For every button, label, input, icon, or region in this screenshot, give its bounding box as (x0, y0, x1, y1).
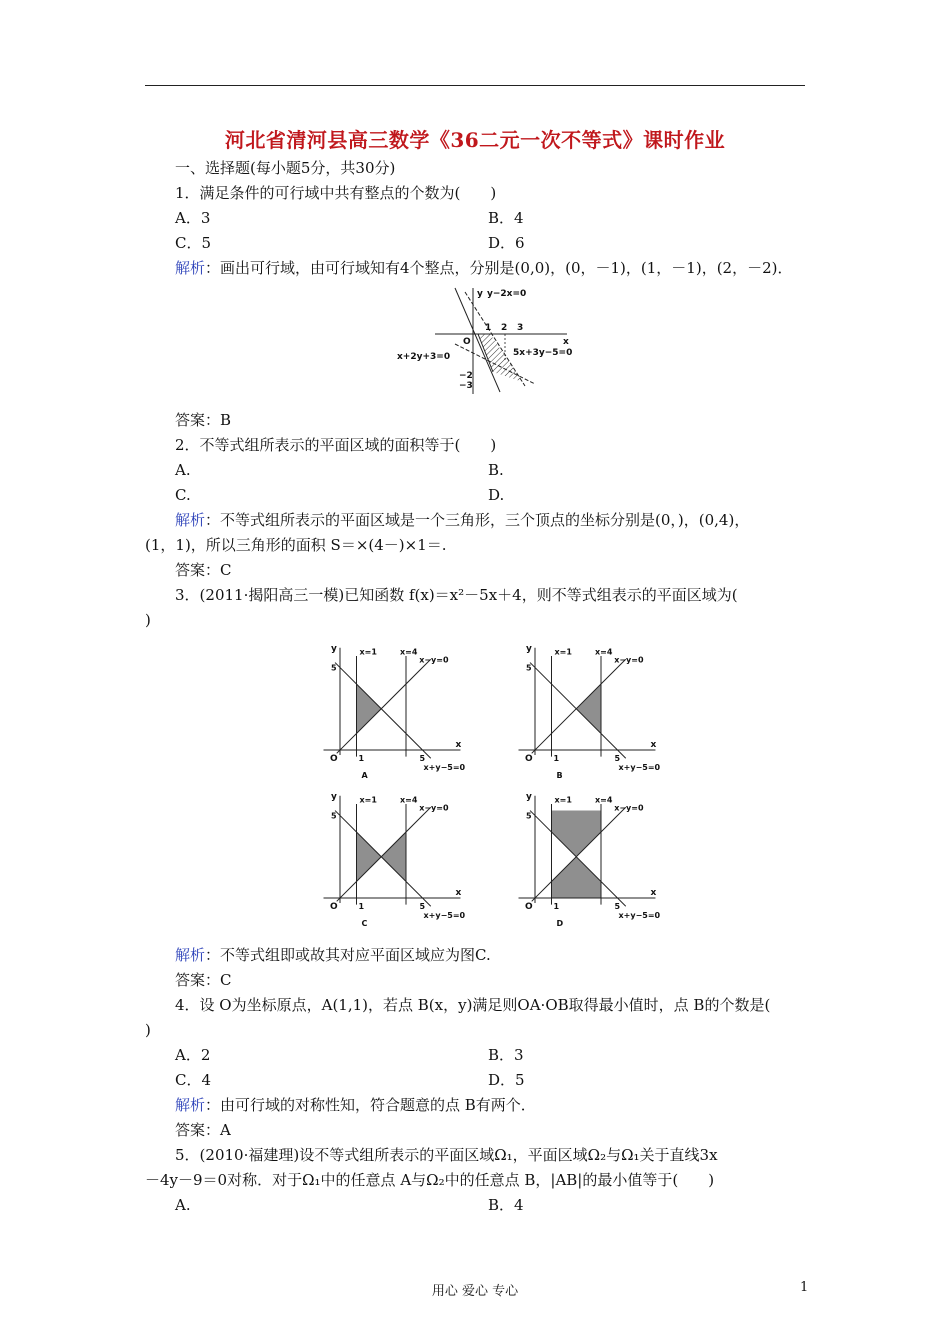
q3-panel-label-l3: x−y=0 (614, 803, 644, 813)
shaded-region (357, 684, 382, 734)
q1-fig-m3: −3 (459, 381, 473, 391)
q1-answer: 答案：B (175, 411, 232, 429)
q4-stem-line1: 4．设 O为坐标原点，A(1,1)，若点 B(x，y)满足则OA·OB取得最小值时，点 B的个数是( (175, 996, 771, 1014)
q4-option-c: C．4 (175, 1071, 212, 1089)
q1-fig-tick3: 3 (517, 323, 524, 333)
q5-option-b: B．4 (488, 1196, 524, 1214)
q3-panel-label-five_y: 5 (526, 663, 532, 673)
q3-panel-label-l2: x=4 (400, 795, 418, 805)
q3-panel-label-five_y: 5 (331, 663, 337, 673)
q4-analysis: 解析：由可行域的对称性知，符合题意的点 B有两个． (175, 1096, 536, 1114)
shaded-region (552, 857, 602, 898)
q2-answer: 答案：C (175, 561, 232, 579)
q3-panel-label-l1: x=1 (359, 795, 377, 805)
analysis-label: 解析 (175, 946, 206, 964)
q1-fig-x-label: x (563, 337, 569, 347)
q3-panel-label-l3: x−y=0 (419, 803, 449, 813)
shaded-region (576, 684, 601, 734)
q1-fig-tick2: 2 (501, 323, 508, 333)
q3-analysis: 解析：不等式组即或故其对应平面区域应为图C. (175, 946, 491, 964)
q3-panel-c (324, 792, 466, 928)
q3-panel-label-l1: x=1 (554, 647, 572, 657)
analysis-label: 解析 (175, 511, 206, 529)
q3-panel-a (324, 644, 466, 780)
page-number: 1 (800, 1280, 809, 1295)
q1-fig-tick1: 1 (485, 323, 492, 333)
q3-panel-label-O: O (525, 754, 533, 764)
q3-panel-label-five_x: 5 (614, 902, 621, 911)
q3-panel-label-y: y (526, 792, 532, 802)
q2-option-d: D. (488, 486, 505, 504)
q3-panel-label-l2: x=4 (400, 647, 418, 657)
q3-panel-label-letter: C (361, 919, 368, 928)
q2-stem: 2．不等式组所表示的平面区域的面积等于( ) (175, 436, 497, 454)
q3-panel-label-l4: x+y−5=0 (618, 763, 661, 772)
q3-panel-label-one: 1 (553, 754, 560, 763)
q1-fig-line3: 5x+3y−5=0 (513, 348, 573, 358)
q4-answer: 答案：A (175, 1121, 231, 1139)
line-x-plus-y (530, 663, 626, 759)
q3-panel-label-l4: x+y−5=0 (423, 911, 466, 920)
line-x-minus-y (337, 807, 431, 901)
q1-analysis: 解析：画出可行域，由可行域知有4个整点，分别是(0,0)，(0，－1)，(1，－1)，(2，－2)． (175, 259, 793, 277)
q3-panel-label-five_x: 5 (614, 754, 621, 763)
q1-option-c: C．5 (175, 234, 212, 252)
q1-fig-line1: y−2x=0 (487, 289, 527, 299)
q1-stem: 1．满足条件的可行域中共有整点的个数为( ) (175, 184, 497, 202)
q3-answer: 答案：C (175, 971, 232, 989)
q3-panel-label-letter: D (556, 919, 564, 928)
q1-fig-y-label: y (477, 289, 483, 299)
q3-figure (320, 638, 670, 933)
q1-option-d: D．6 (488, 234, 525, 252)
q3-panel-label-O: O (330, 902, 338, 912)
q3-panel-label-l4: x+y−5=0 (618, 911, 661, 920)
page-footer: 用心 爱心 专心 (431, 1284, 519, 1299)
q3-panel-label-x: x (455, 740, 462, 750)
q2-analysis-line2: (1，1)，所以三角形的面积 S＝×(4－)×1＝. (145, 536, 447, 554)
line-x-minus-y (532, 659, 626, 753)
analysis-label: 解析 (175, 259, 206, 277)
q3-panel-label-one: 1 (358, 902, 365, 911)
q2-option-b: B. (488, 461, 504, 479)
shaded-region (552, 811, 602, 857)
line-x-plus-y (335, 811, 431, 907)
q3-panel-label-one: 1 (358, 754, 365, 763)
q4-option-b: B．3 (488, 1046, 524, 1064)
q5-stem-line1: 5．(2010·福建理)设不等式组所表示的平面区域Ω₁，平面区域Ω₂与Ω₁关于直线3x (175, 1146, 718, 1164)
line-x-plus-y (335, 663, 431, 759)
q3-panel-label-l4: x+y−5=0 (423, 763, 466, 772)
shaded-region (357, 832, 382, 882)
q3-panel-label-l2: x=4 (595, 795, 613, 805)
q1-option-b: B．4 (488, 209, 524, 227)
q2-option-a: A. (175, 461, 191, 479)
q3-panel-label-letter: B (556, 771, 563, 780)
q3-panel-label-l1: x=1 (359, 647, 377, 657)
section-heading: 一、选择题(每小题5分，共30分) (175, 159, 396, 177)
q3-panel-label-l3: x−y=0 (419, 655, 449, 665)
q1-fig-origin: O (463, 337, 471, 347)
q3-panel-label-l2: x=4 (595, 647, 613, 657)
q3-panel-label-five_x: 5 (419, 902, 426, 911)
q3-panel-label-one: 1 (553, 902, 560, 911)
page-title: 河北省清河县高三数学《36二元一次不等式》课时作业 (224, 128, 726, 152)
q3-panel-label-l3: x−y=0 (614, 655, 644, 665)
q3-stem-line1: 3．(2011·揭阳高三一模)已知函数 f(x)＝x²－5x＋4，则不等式组表示的平面区域为( (175, 586, 738, 604)
q1-fig-m2: −2 (459, 371, 473, 381)
line-x-minus-y (337, 659, 431, 753)
q3-panel-label-letter: A (361, 771, 368, 780)
q3-panel-label-y: y (526, 644, 532, 654)
q3-panel-label-l1: x=1 (554, 795, 572, 805)
q3-panel-label-x: x (650, 740, 657, 750)
q3-panel-label-O: O (330, 754, 338, 764)
q3-panel-label-y: y (331, 792, 337, 802)
q3-panel-label-y: y (331, 644, 337, 654)
q2-option-c: C. (175, 486, 191, 504)
q3-panel-label-x: x (455, 888, 462, 898)
q1-figure (395, 282, 605, 394)
q3-panel-label-x: x (650, 888, 657, 898)
q3-panel-label-O: O (525, 902, 533, 912)
q5-stem-line2: －4y－9＝0对称．对于Ω₁中的任意点 A与Ω₂中的任意点 B，|AB|的最小值等于( ) (145, 1171, 715, 1189)
header-rule (145, 85, 805, 86)
q1-option-a: A．3 (175, 209, 211, 227)
q4-stem-line2: ) (145, 1021, 151, 1039)
q3-panel-d (519, 792, 661, 928)
analysis-label: 解析 (175, 1096, 206, 1114)
q3-panel-b (519, 644, 661, 780)
q5-option-a: A. (175, 1196, 191, 1214)
q3-stem-line2: ) (145, 611, 151, 629)
q3-panel-label-five_y: 5 (526, 811, 532, 821)
q3-panel-label-five_x: 5 (419, 754, 426, 763)
q2-analysis-line1: 解析：不等式组所表示的平面区域是一个三角形，三个顶点的坐标分别是(0，)，(0,4)， (175, 511, 750, 529)
shaded-region (381, 832, 406, 882)
q1-fig-line2: x+2y+3=0 (397, 352, 451, 362)
q4-option-d: D．5 (488, 1071, 525, 1089)
q4-option-a: A．2 (175, 1046, 211, 1064)
q3-panel-label-five_y: 5 (331, 811, 337, 821)
